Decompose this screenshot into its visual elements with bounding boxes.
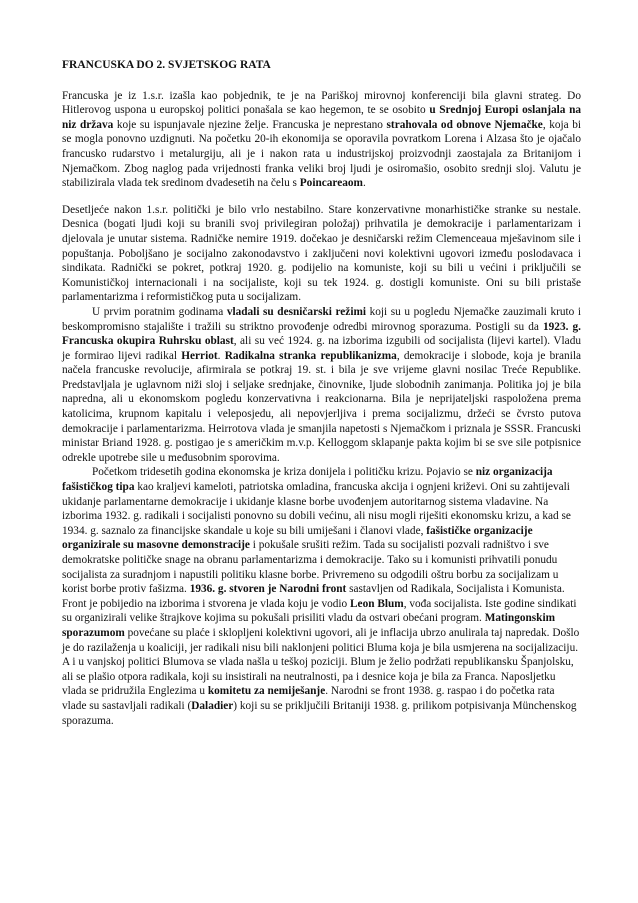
bold-text: Daladier <box>191 699 234 712</box>
bold-text: vladali su desničarski režimi <box>226 305 367 318</box>
text-run: sastavljen od Radikala, Socijalista i Komunista. Front je pobijedio na izborima i stvorena je vlada koju je vodio <box>62 583 565 610</box>
bold-text: Matingonskim sporazumom <box>62 612 556 639</box>
text-run: i pokušale srušiti režim. Tada su socijalisti pozvali radništvo i sve demokratske političke snage na obranu parlamentarizma i demokracije. Tako su i komunisti prihvatili ponudu socijalista za suradnjom i napustili politiku klasne borbe. Privremeno su odgodili oštru borbu za socijalizam u korist borbe protiv fašizma. <box>62 539 559 596</box>
bold-text: u Srednjoj Europi oslanjala na niz država <box>62 104 581 131</box>
text-run: koji su u pogledu Njemačke zauzimali kruto i beskompromisno stajalište i tražili su striktno provođenje odredbi mirovnog sporazuma. Postigli su da <box>62 305 582 333</box>
text-run: Francuska je iz 1.s.r. izašla kao pobjednik, te je na Pariškoj mirovnoj konferenciji bila glavni strateg. Do Hitlerovog uspona u europskoj politici ponašala se kao hegemon, te se osobito <box>62 89 581 117</box>
text-run: ) koji su se priključili Britaniji 1938. g. prilikom potpisivanja Münchenskog sporazuma. <box>62 699 577 727</box>
bold-text: 1936. g. stvoren je Narodni front <box>189 583 347 596</box>
text-run: , koja bi se mogla ponovno uzdignuti. Na početku 20-ih ekonomija se oporavila povratkom Lorena i Alzasa što je ojačalo francusko rudarstvo i metalurgiju, ali je i nakon rata u industrijskoj proizvodnji zaostajala za Britanijom i Njemačkom. Zbog naglog pada vrijednosti franka veliki broj ljudi je osiromašio, osobito srednji sloj. Valutu je stabilizirala vlada tek sredinom dvadesetih na čelu s <box>62 118 581 190</box>
document-page <box>62 58 581 728</box>
paragraph <box>62 465 581 728</box>
document-title: FRANCUSKA DO 2. SVJETSKOG RATA <box>62 59 271 71</box>
text-run: , vođa socijalista. Iste godine sindikati su organizirali velike štrajkove kojima su pokušali prisiliti vladu da ostvari obećani program. <box>62 597 577 625</box>
bold-text: niz organizacija fašističkog tipa <box>62 466 553 494</box>
text-run: , ali su već 1924. g. na izborima izgubili od socijalista (lijevi kartel). Vladu je formirao lijevi radikal <box>62 335 581 362</box>
bold-text: fašističke organizacije organizirale su masovne demonstracije <box>62 524 533 552</box>
bold-text: komitetu za nemiješanje <box>207 685 326 698</box>
text-run: , demokracije i slobode, koja je branila načela francuske revolucije, afirmirala se potkraj 19. st. i bila je sve vrijeme glavni nosilac Treće Republike. Predstavljala je uglavnom niži sloj i seljake srednjake, činovnike, ljude slobodnih zanimanja. Politika joj je bila napredna, ali u ekonomskom pogledu konzervativna i reakcionarna. Bila je neprijateljski raspoložena prema katolicima, krupnom kapitalu i veleposjedu, ali nepovjerljiva i prema socijalizmu, držeći se čvrsto putova demokracije i parlamentarizma. Heirrotova vlada je smanjila napetosti s Njemačkom i priznala je SSSR. Francuski ministar Briand 1928. g. postigao je s američkim m.v.p. Kelloggom sklapanje pakta kojim bi se sve sile potpisnice odrekle upotrebe sile u međusobnim sporovima. <box>62 349 582 464</box>
paragraph <box>62 89 581 191</box>
text-run: U prvim poratnim godinama <box>92 305 227 318</box>
bold-text: strahovala od obnove Njemačke <box>386 118 543 131</box>
text-run: . Narodni se front 1938. g. raspao i do početka rata vlade su sastavljali radikali ( <box>62 685 555 712</box>
bold-text: Radikalna stranka republikanizma <box>224 349 397 362</box>
document-body <box>62 89 581 729</box>
text-run: Početkom tridesetih godina ekonomska je kriza donijela i političku krizu. Pojavio se <box>92 466 476 479</box>
bold-text: Herriot <box>181 349 218 362</box>
paragraph <box>62 305 581 466</box>
bold-text: 1923. g. Francuska okupira Ruhrsku oblast <box>62 320 581 348</box>
paragraph <box>62 203 581 305</box>
text-run: . <box>362 177 366 190</box>
bold-text: Poincareaom <box>299 177 363 190</box>
text-run: . <box>217 349 225 362</box>
text-run: Desetljeće nakon 1.s.r. politički je bilo vrlo nestabilno. Stare konzervativne monarhističke stranke su nestale. Desnica (bogati ljudi koji su branili svoj privilegiran položaj) prihvatila je demokracije i parlamentarizam i djelovala je unutar sistema. Radničke nemire 1919. dočekao je desničarski režim Clemenceaua mješavinom sile i popuštanja. Poboljšano je socijalno zakonodavstvo i zaključeni novi kolektivni ugovori između poslodavaca i sindikata. Radnički se pokret, potkraj 1920. g. podijelio na komuniste, koji su bili u većini i priključili se Komunističkoj internacionali i na socijaliste, koji su tek 1924. g. dostigli komuniste. Oni su bili pristaše parlamentarizma i reformističkog puta u socijalizam. <box>62 203 581 304</box>
text-run: koje su ispunjavale njezine želje. Francuska je neprestano <box>113 118 387 131</box>
bold-text: Leon Blum <box>350 597 404 610</box>
text-run: kao kraljevi kameloti, patriotska omladina, francuska akcija i ognjeni križevi. Oni su zahtijevali ukidanje parlamentarne demokracije i ukidanje klasne borbe uvođenjem autoritarnog sistema vladavine. Na izborima 1932. g. radikali i socijalisti ponovno su dobili većinu, ali nisu mogli riješiti ekonomsku krizu, a kad se 1934. g. saznalo za financijske skandale u koje su bili umiješani i članovi vlade, <box>62 481 571 537</box>
text-run: povećane su plaće i sklopljeni kolektivni ugovori, ali je inflacija ubrzo anulirala taj napredak. Došlo je do razilaženja u koaliciji, jer radikali nisu bili naklonjeni politici Bluma koja je bila usmjerena na socijalizaciju. A i u vanjskoj politici Blumova se vlada našla u teškoj poziciji. Blum je želio podržati republikansku Španjolsku, ali se plašio otpora radikala, koji su insistirali na neutralnosti, pa i desnice koja je bila za Franca. Naposljetku vlada se pridružila Englezima u <box>62 626 580 698</box>
